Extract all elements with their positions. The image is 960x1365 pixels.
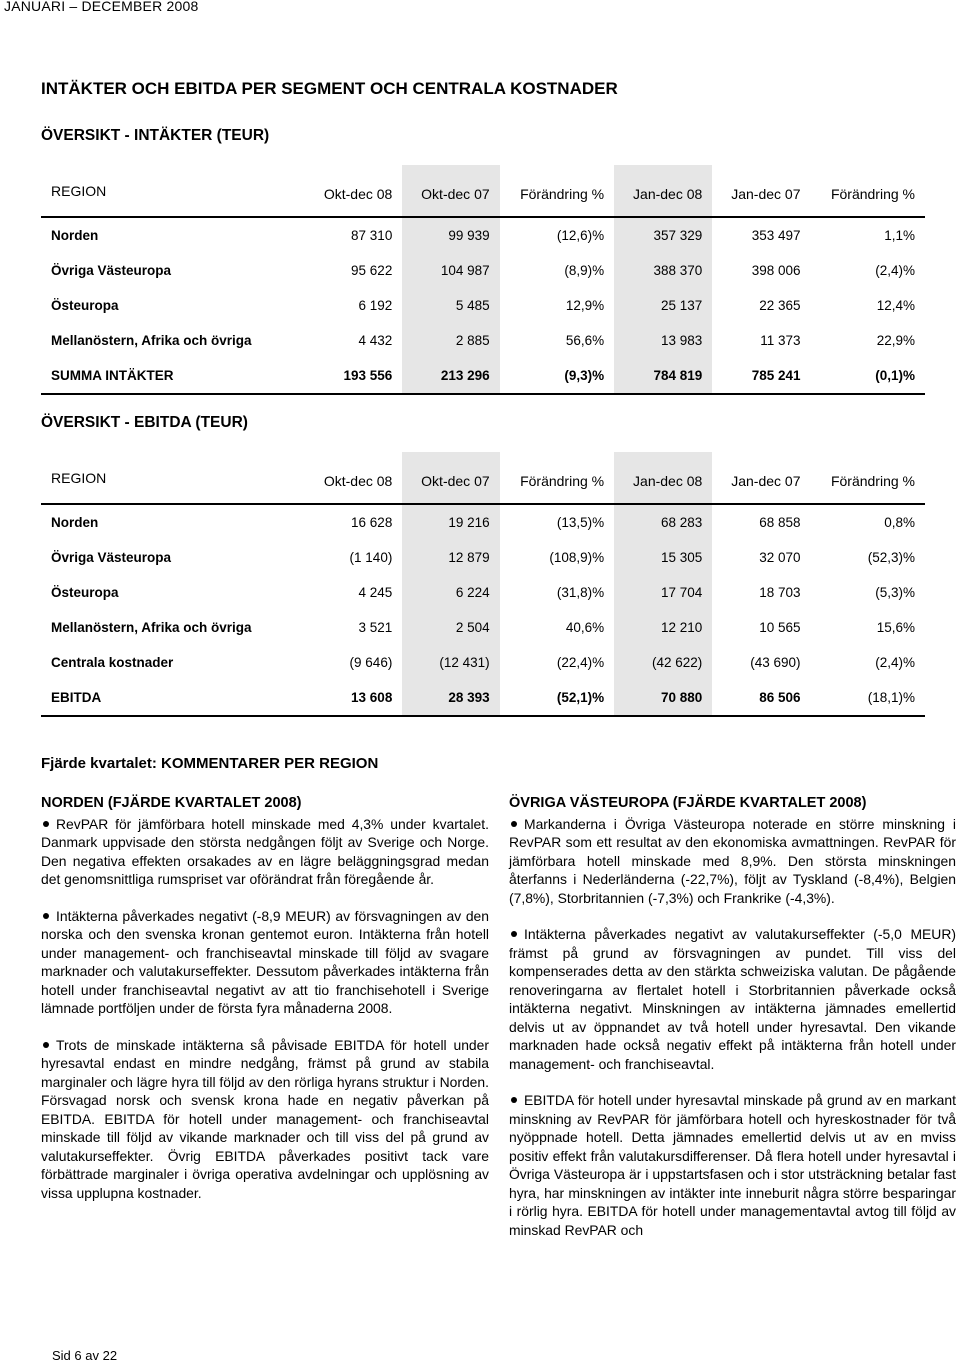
table-cell: 357 329	[614, 217, 712, 253]
table-cell: 86 506	[712, 680, 810, 716]
table-cell: 13 608	[305, 680, 402, 716]
row-label: Övriga Västeuropa	[51, 263, 172, 278]
table-cell: 19 216	[402, 504, 499, 540]
table-cell: (108,9)%	[549, 550, 605, 565]
col-header: Okt-dec 07	[402, 165, 499, 217]
revenue-table	[41, 165, 925, 395]
table-cell: 1,1%	[884, 228, 915, 243]
table-row	[41, 645, 925, 680]
table-cell: (8,9)%	[564, 263, 605, 278]
table-header-row	[41, 452, 925, 504]
page-title: INTÄKTER OCH EBITDA PER SEGMENT OCH CENTRALA KOSTNADER	[41, 79, 618, 98]
table-row	[41, 540, 925, 575]
table-cell: 388 370	[614, 253, 712, 288]
row-label: Östeuropa	[51, 298, 119, 313]
bullet-icon	[511, 1097, 517, 1103]
table-cell: 3 521	[358, 620, 393, 635]
table-cell: (52,3)%	[867, 550, 915, 565]
table-cell: 12,9%	[565, 298, 605, 313]
col-header: Okt-dec 08	[305, 165, 402, 217]
table-cell: (43 690)	[750, 655, 801, 670]
table-cell: 0,8%	[884, 515, 915, 530]
region-heading-norden: NORDEN (FJÄRDE KVARTALET 2008)	[41, 795, 302, 811]
table-cell: 68 858	[759, 515, 801, 530]
table-cell: (12,6)%	[556, 228, 605, 243]
page-number: Sid 6 av 22	[52, 1348, 118, 1363]
table-cell: 12,4%	[876, 298, 915, 313]
row-label: EBITDA	[41, 680, 305, 716]
ebitda-table	[41, 452, 925, 717]
table-cell: 398 006	[751, 263, 801, 278]
table-cell: 16 628	[351, 515, 393, 530]
table-row	[41, 323, 925, 358]
bullet-icon	[511, 821, 517, 827]
table-cell: (13,5)%	[556, 515, 605, 530]
table-cell: 10 565	[759, 620, 801, 635]
table-cell: 22,9%	[876, 333, 915, 348]
region-heading-ovriga-vasteuropa: ÖVRIGA VÄSTEUROPA (FJÄRDE KVARTALET 2008)	[509, 795, 867, 811]
col-header: Jan-dec 08	[614, 452, 712, 504]
table-cell: 6 192	[358, 298, 393, 313]
col-header: Jan-dec 07	[712, 165, 810, 217]
table-cell: 5 485	[402, 288, 499, 323]
table-cell: 56,6%	[565, 333, 605, 348]
comment-paragraph: EBITDA för hotell under hyresavtal minskade på grund av en markant minskning av RevPAR för jämförbara hotell och hyreskostnader för två nyöppnade hotell. Detta jämnades emellertid delvis ut av en mviss positiv effekt från valutakursdifferenser. Då flera hotell under hyresavtal i Övriga Västeuropa är i uppstartsfasen och i stor utsträckning betalar fast hyra, har minskningen av intäkter inte inneburit några större besparingar i rörlig hyra. EBITDA för hotell under managementavtal avtog till följd av minskad RevPAR och	[509, 1092, 956, 1238]
table-row	[41, 217, 925, 253]
table-cell: 4 432	[358, 333, 393, 348]
col-header: Jan-dec 07	[712, 452, 810, 504]
col-header: Okt-dec 08	[305, 452, 402, 504]
table-cell: 2 885	[402, 323, 499, 358]
row-label: Mellanöstern, Afrika och övriga	[51, 620, 252, 635]
table-cell: 70 880	[614, 680, 712, 716]
table-row	[41, 358, 925, 394]
table-cell: 12 879	[402, 540, 499, 575]
bullet-icon	[43, 913, 49, 919]
table-row	[41, 575, 925, 610]
table-cell: 15 305	[614, 540, 712, 575]
ebitda-table-title: ÖVERSIKT - EBITDA (TEUR)	[41, 414, 248, 431]
table-cell: 95 622	[351, 263, 393, 278]
comments-left-column	[41, 794, 489, 1202]
comments-section-title: Fjärde kvartalet: KOMMENTARER PER REGION	[41, 755, 379, 772]
table-cell: 15,6%	[876, 620, 915, 635]
col-header-region: REGION	[41, 452, 305, 504]
table-cell: 353 497	[751, 228, 801, 243]
row-label: Centrala kostnader	[51, 655, 174, 670]
table-row	[41, 253, 925, 288]
table-header-row	[41, 165, 925, 217]
table-cell: 12 210	[614, 610, 712, 645]
table-cell: (0,1)%	[811, 358, 925, 394]
table-cell: (9 646)	[349, 655, 393, 670]
table-cell: 784 819	[614, 358, 712, 394]
bullet-icon	[43, 1042, 49, 1048]
row-label: Mellanöstern, Afrika och övriga	[51, 333, 252, 348]
table-cell: (2,4)%	[875, 655, 915, 670]
table-cell: 22 365	[759, 298, 801, 313]
col-header: Förändring %	[500, 452, 614, 504]
col-header: Förändring %	[500, 165, 614, 217]
table-cell: (1 140)	[349, 550, 393, 565]
page-header-period: JANUARI – DECEMBER 2008	[4, 0, 199, 14]
row-label: Östeuropa	[51, 585, 119, 600]
table-cell: (12 431)	[402, 645, 499, 680]
table-row	[41, 610, 925, 645]
col-header: Jan-dec 08	[614, 165, 712, 217]
table-cell: 28 393	[402, 680, 499, 716]
table-cell: 785 241	[712, 358, 810, 394]
table-cell: 4 245	[358, 585, 393, 600]
table-cell: (9,3)%	[500, 358, 614, 394]
table-cell: 6 224	[402, 575, 499, 610]
table-cell: (18,1)%	[811, 680, 925, 716]
table-row	[41, 680, 925, 716]
comment-paragraph: Trots de minskade intäkterna så påvisade EBITDA för hotell under hyresavtal endast en mindre nedgång, främst på grund av stabila marginaler och lägre hyra till följd av den rörliga hyrans struktur i Norden. Försvagad norsk och svensk krona hade en negativ påverkan på EBITDA. EBITDA för hotell under management- och franchiseavtal minskade till följd av vikande marknader och till viss del på grund av valutakurseffekter. Övrig EBITDA påverkades positivt tack vare förbättrade marginaler i övriga operativa avdelningar och upplösning av vissa upplupna kostnader.	[41, 1036, 489, 1201]
col-header-region: REGION	[41, 165, 305, 217]
table-cell: 11 373	[760, 333, 801, 348]
table-cell: 104 987	[402, 253, 499, 288]
bullet-icon	[43, 821, 49, 827]
table-cell: (5,3)%	[875, 585, 915, 600]
table-cell: 99 939	[402, 217, 499, 253]
table-cell: (52,1)%	[500, 680, 614, 716]
table-cell: 25 137	[614, 288, 712, 323]
table-cell: 32 070	[759, 550, 801, 565]
row-label: Övriga Västeuropa	[51, 550, 172, 565]
row-label: Norden	[51, 228, 99, 243]
col-header: Förändring %	[811, 165, 925, 217]
table-cell: (42 622)	[614, 645, 712, 680]
bullet-icon	[511, 931, 517, 937]
table-cell: 68 283	[614, 504, 712, 540]
table-cell: (2,4)%	[875, 263, 915, 278]
table-cell: 213 296	[402, 358, 499, 394]
revenue-table-title: ÖVERSIKT - INTÄKTER (TEUR)	[41, 127, 270, 144]
table-row	[41, 288, 925, 323]
table-row	[41, 504, 925, 540]
table-cell: 40,6%	[565, 620, 605, 635]
comment-paragraph: Intäkterna påverkades negativt av valutakurseffekter (-5,0 MEUR) främst på grund av försvagningen av pundet. Till viss del kompenserades detta av den stärkta schweiziska valutan. De pågående renoveringarna av flertalet hotell i Storbritannien påverkade också intäkterna negativt. Minskningen av intäkterna jämnades emellertid delvis ut av öppnandet av två hotell under hyresavtal. Den vikande marknaden hade också negativ effekt på intäkterna från hotell under management- och franchiseavtal.	[509, 926, 956, 1072]
table-cell: 2 504	[402, 610, 499, 645]
col-header: Förändring %	[811, 452, 925, 504]
row-label: SUMMA INTÄKTER	[41, 358, 305, 394]
table-cell: 13 983	[614, 323, 712, 358]
comment-paragraph: Markanderna i Övriga Västeuropa noterade en större minskning i RevPAR som ett resultat av den ekonomiska avmattningen. RevPAR för jämförbara hotell minskade med 8,9%. Den största minskningen återfanns i Nederländerna (-22,7%), följt av Tyskland (-8,4%), Belgien (7,8%), Storbritannien (-7,3%) och Frankrike (-4,3%).	[509, 815, 956, 906]
table-cell: 193 556	[305, 358, 402, 394]
comments-right-column	[509, 794, 956, 1239]
table-cell: 18 703	[759, 585, 801, 600]
comment-paragraph: RevPAR för jämförbara hotell minskade med 4,3% under kvartalet. Danmark uppvisade den största nedgången följt av Sverige och Norge. Den negativa effekten orsakades av en lägre beläggningsgrad medan det genomsnittliga rumspriset var oförändrat från föregående år.	[41, 815, 489, 887]
table-cell: 17 704	[614, 575, 712, 610]
row-label: Norden	[51, 515, 99, 530]
table-cell: (22,4)%	[556, 655, 605, 670]
comment-paragraph: Intäkterna påverkades negativt (-8,9 MEUR) av försvagningen av den norska och den svenska kronan gentemot euron. Intäkterna från hotell under management- och franchiseavtal minskade till följd av svagare marknader och valutakurseffekter. Dessutom påverkades intäkterna från hotell under franchiseavtal negativt av att tio franchisehotell i Sverige lämnade portföljen under de första fyra månaderna 2008.	[41, 907, 489, 1016]
table-cell: (31,8)%	[556, 585, 605, 600]
table-cell: 87 310	[351, 228, 393, 243]
col-header: Okt-dec 07	[402, 452, 499, 504]
